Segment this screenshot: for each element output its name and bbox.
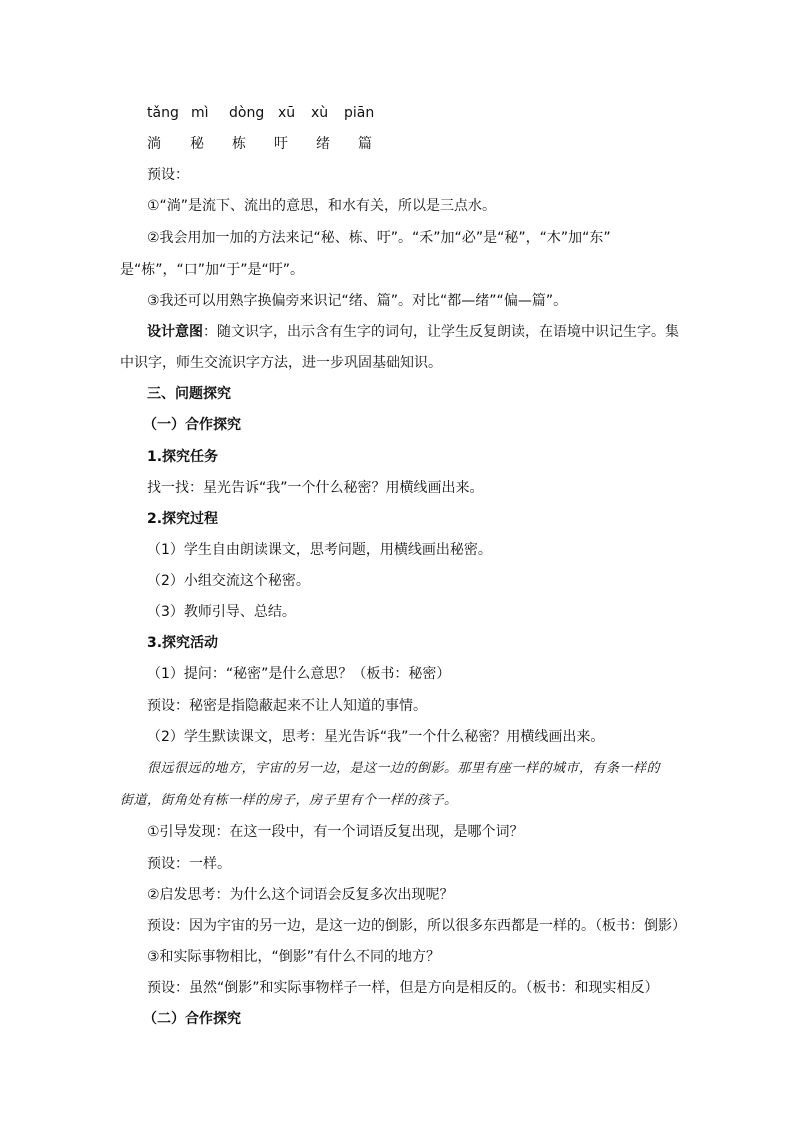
design-intent-continued: 中识字，师生交流识字方法，进一步巩固基础知识。 [120,355,442,371]
design-intent-line [147,323,677,341]
pinyin-xu1: xū [278,105,296,121]
design-intent-text: ：随文识字，出示含有生字的词句，让学生反复朗读，在语境中识记生字。集 [203,324,679,340]
guide-question-3: ③和实际事物相比，“倒影”有什么不同的地方？ [147,949,441,965]
activity-preset-1: 预设：秘密是指隐蔽起来不让人知道的事情。 [147,698,427,714]
guide-preset-2: 预设：因为宇宙的另一边，是这一边的倒影，所以很多东西都是一样的。（板书：倒影） [147,918,686,934]
activity-question-2: （2）学生默读课文，思考：星光告诉“我”一个什么秘密？用横线画出来。 [147,729,605,745]
paragraph-method-1b: 是“栋”，“口”加“于”是“吁”。 [120,262,305,278]
guide-preset-1: 预设：一样。 [147,856,231,872]
quote-line-1: 很远很远的地方，宇宙的另一边，是这一边的倒影。那里有座一样的城市，有条一样的 [147,761,661,776]
preset-label: 预设： [147,167,189,183]
task-text: 找一找：星光告诉“我”一个什么秘密？用横线画出来。 [147,480,484,496]
guide-preset-3: 预设：虽然“倒影”和实际事物样子一样，但是方向是相反的。（板书：和现实相反） [147,980,659,996]
paragraph-method-2: ③我还可以用熟字换偏旁来识记“绪、篇”。对比“都—绪”“偏—篇”。 [147,293,568,309]
section-heading-3: 三、问题探究 [147,386,231,402]
pinyin-pian: piān [344,105,375,121]
heading-activity: 3.探究活动 [147,635,219,651]
quote-line-2: 街道，街角处有栋一样的房子，房子里有个一样的孩子。 [120,793,458,808]
hanzi-tang: 淌 [147,136,161,152]
pinyin-dong: dòng [229,105,265,121]
heading-process: 2.探究过程 [147,511,219,527]
process-step-1: （1）学生自由朗读课文，思考问题，用横线画出秘密。 [147,542,492,558]
paragraph-method-1a: ②我会用加一加的方法来记“秘、栋、吁”。“禾”加“必”是“秘”，“木”加“东” [147,230,611,246]
subsection-heading-1: （一）合作探究 [143,417,241,433]
hanzi-dong: 栋 [232,136,246,152]
hanzi-mi: 秘 [190,136,204,152]
guide-question-1: ①引导发现：在这一段中，有一个词语反复出现，是哪个词？ [147,824,524,840]
process-step-2: （2）小组交流这个秘密。 [147,573,310,589]
guide-question-2: ②启发思考：为什么这个词语会反复多次出现呢？ [147,887,454,903]
heading-task: 1.探究任务 [147,449,219,465]
paragraph-tang: ①“淌”是流下、流出的意思，和水有关，所以是三点水。 [147,198,497,214]
pinyin-xu4: xù [311,105,329,121]
process-step-3: （3）教师引导、总结。 [147,604,296,620]
hanzi-pian: 篇 [358,136,372,152]
pinyin-mi: mì [191,105,209,121]
design-intent-label: 设计意图 [147,324,203,340]
pinyin-tang: tǎng [147,105,179,121]
hanzi-xu4: 绪 [316,136,330,152]
hanzi-xu1: 吁 [274,136,288,152]
activity-question-1: （1）提问：“秘密”是什么意思？（板书：秘密） [147,666,451,682]
subsection-heading-2: （二）合作探究 [143,1011,241,1027]
